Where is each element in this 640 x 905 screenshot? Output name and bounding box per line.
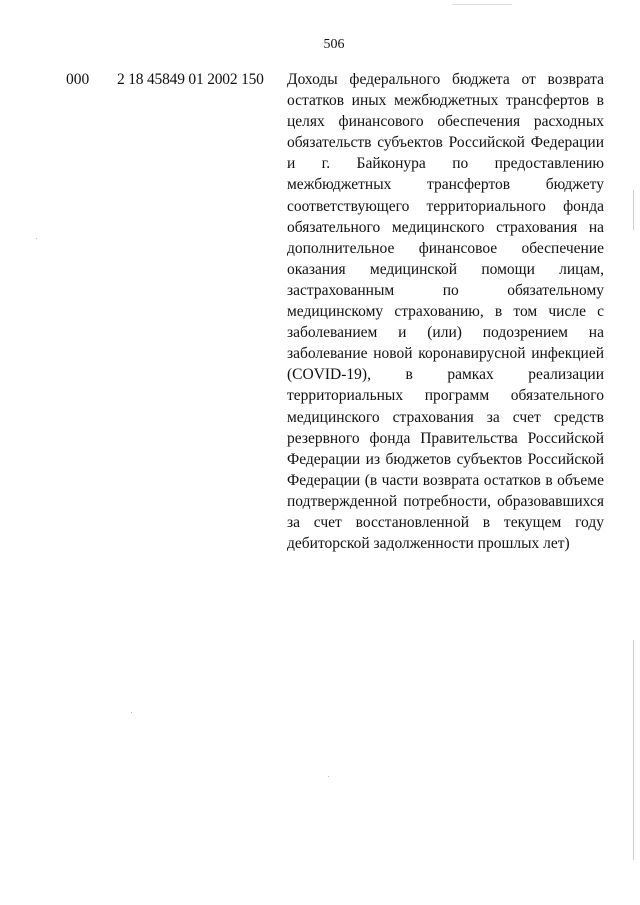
scan-artifact-edge	[633, 190, 634, 230]
scan-artifact-edge	[633, 640, 634, 860]
income-description: Доходы федерального бюджета от возврата остатков иных межбюджетных трансфертов в целях финансового обеспечения расходных обязательств субъектов Российской Федерации и г. Байконура по предоставлению межбюджетных трансфертов бюджету соответствующего территориального фонда обязательного медицинского страхования на дополнительное финансовое обеспечение оказания медицинской помощи лицам, застрахованным по обязательному медицинскому страхованию, в том числе с заболеванием и (или) подозрением на заболевание новой коронавирусной инфекцией (COVID-19), в рамках реализации территориальных программ обязательного медицинского страхования за счет средств резервного фонда Правительства Российской Федерации из бюджетов субъектов Российской Федерации (в части возврата остатков в объеме подтвержденной потребности, образовавшихся за счет восстановленной в текущем году дебиторской задолженности прошлых лет)	[287, 71, 604, 553]
budget-classification-code: 2 18 45849 01 2002 150	[117, 71, 264, 88]
scan-speck	[328, 776, 329, 777]
page-number: 506	[323, 37, 345, 52]
scan-speck	[131, 712, 132, 713]
scan-speck	[36, 238, 37, 239]
admin-code: 000	[66, 71, 90, 88]
scan-artifact-top	[452, 4, 512, 5]
